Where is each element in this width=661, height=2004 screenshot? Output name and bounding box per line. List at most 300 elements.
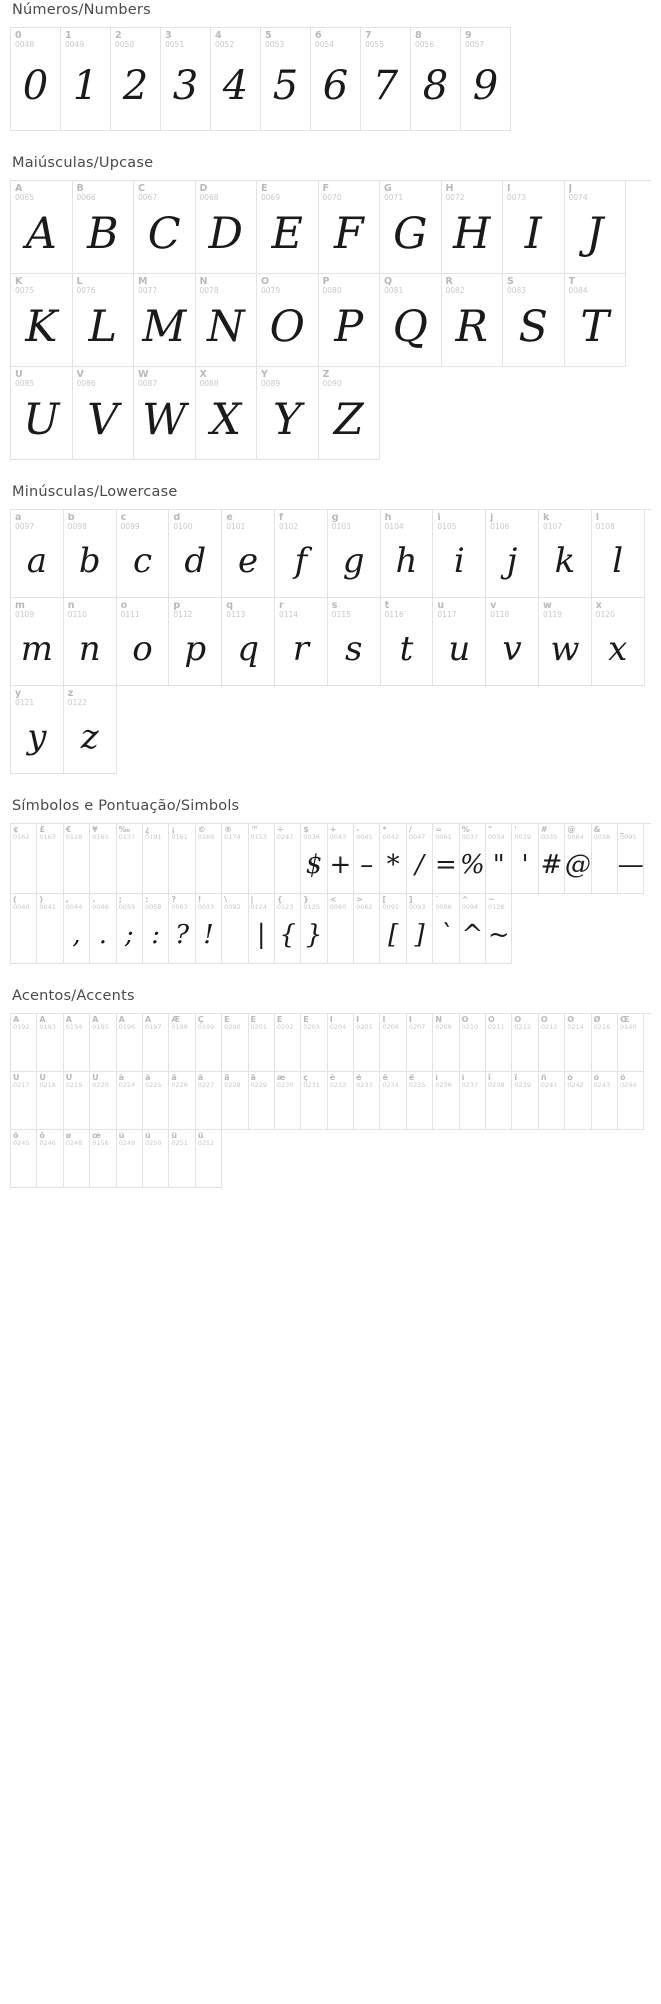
glyph-cell[interactable] xyxy=(407,894,433,964)
glyph-cell[interactable] xyxy=(486,1072,512,1130)
glyph-meta xyxy=(64,686,116,707)
glyph-meta xyxy=(311,28,360,49)
glyph-meta xyxy=(461,28,510,49)
glyph-cell[interactable] xyxy=(117,1130,143,1188)
glyph-charcode: 0067 xyxy=(138,193,158,202)
glyph-cell[interactable] xyxy=(169,1014,195,1072)
glyph-cell[interactable] xyxy=(433,598,486,686)
glyph-meta xyxy=(354,824,379,841)
glyph-meta xyxy=(381,510,433,531)
glyph-meta xyxy=(319,367,380,388)
glyph-cell[interactable] xyxy=(11,894,37,964)
glyph-meta xyxy=(275,894,300,911)
glyph-label: u xyxy=(437,601,445,611)
glyph-cell[interactable] xyxy=(196,894,222,964)
glyph-cell[interactable] xyxy=(196,1130,222,1188)
glyph-cell[interactable] xyxy=(592,598,645,686)
glyph-charcode: 0205 xyxy=(356,1024,373,1032)
glyph-cell[interactable] xyxy=(381,510,434,598)
glyph-label: Æ xyxy=(171,1016,181,1024)
glyph-cell[interactable] xyxy=(196,1072,222,1130)
glyph-cell[interactable] xyxy=(512,1014,538,1072)
glyph-label: á xyxy=(144,1074,151,1082)
glyph-label: i xyxy=(437,513,441,523)
glyph-meta xyxy=(143,1014,168,1031)
glyph-charcode: 0059 xyxy=(118,904,136,912)
glyph-cell[interactable] xyxy=(169,1072,195,1130)
glyph-cell[interactable] xyxy=(37,1130,63,1188)
glyph-cell[interactable] xyxy=(64,686,117,774)
glyph-cell[interactable] xyxy=(328,1072,354,1130)
glyph-cell[interactable] xyxy=(257,181,319,274)
glyph-meta xyxy=(460,1072,485,1089)
glyph-label: m xyxy=(15,601,25,611)
glyph-cell[interactable] xyxy=(565,1072,591,1130)
glyph-preview: r xyxy=(292,628,310,669)
glyph-meta xyxy=(249,824,274,841)
glyph-cell[interactable] xyxy=(460,1014,486,1072)
glyph-preview: . xyxy=(98,920,107,951)
glyph-cell[interactable] xyxy=(64,894,90,964)
glyph-cell[interactable] xyxy=(380,824,406,894)
glyph-preview: | xyxy=(256,920,266,951)
glyph-meta xyxy=(169,510,221,531)
glyph-preview xyxy=(117,1147,142,1187)
glyph-cell[interactable] xyxy=(134,181,196,274)
glyph-label: î xyxy=(488,1074,491,1082)
glyph-charcode: 0227 xyxy=(197,1082,215,1090)
glyph-cell[interactable] xyxy=(73,181,135,274)
glyph-meta xyxy=(169,1014,194,1031)
glyph-cell[interactable] xyxy=(592,510,645,598)
glyph-charcode: 0251 xyxy=(171,1140,188,1148)
glyph-cell[interactable] xyxy=(319,181,381,274)
glyph-charcode: 0082 xyxy=(445,286,465,295)
glyph-cell[interactable] xyxy=(354,1072,380,1130)
glyph-cell[interactable] xyxy=(64,598,117,686)
glyph-cell[interactable] xyxy=(134,274,196,367)
glyph-cell[interactable] xyxy=(354,894,380,964)
glyph-label: Ì xyxy=(329,1016,333,1024)
glyph-cell[interactable] xyxy=(275,894,301,964)
glyph-cell[interactable] xyxy=(301,824,327,894)
glyph-cell[interactable] xyxy=(117,824,143,894)
glyph-preview xyxy=(11,1031,36,1071)
glyph-meta xyxy=(196,1130,221,1147)
glyph-cell[interactable] xyxy=(222,598,275,686)
glyph-charcode: 0226 xyxy=(171,1082,188,1090)
glyph-meta xyxy=(433,598,485,619)
glyph-cell[interactable] xyxy=(301,1072,327,1130)
glyph-meta xyxy=(618,1014,643,1031)
glyph-preview: Q xyxy=(392,301,428,352)
glyph-cell[interactable] xyxy=(11,274,73,367)
glyph-cell[interactable] xyxy=(592,1072,618,1130)
glyph-preview xyxy=(64,1147,89,1187)
glyph-meta xyxy=(169,824,194,841)
glyph-cell[interactable] xyxy=(11,181,73,274)
glyph-cell[interactable] xyxy=(539,598,592,686)
glyph-preview: U xyxy=(23,394,60,445)
glyph-charcode: 0079 xyxy=(261,286,281,295)
glyph-cell[interactable] xyxy=(11,1014,37,1072)
glyph-charcode: 0203 xyxy=(303,1024,320,1032)
glyph-charcode: 0037 xyxy=(461,834,479,842)
section-title: Minúsculas/Lowercase xyxy=(12,484,178,500)
glyph-cell[interactable] xyxy=(319,367,381,460)
glyph-charcode: 0120 xyxy=(595,610,615,619)
glyph-cell[interactable] xyxy=(249,1014,275,1072)
glyph-preview: x xyxy=(608,628,628,669)
glyph-charcode: 0207 xyxy=(408,1024,426,1032)
glyph-cell[interactable] xyxy=(211,28,261,131)
glyph-cell[interactable] xyxy=(11,367,73,460)
glyph-cell[interactable] xyxy=(249,894,275,964)
glyph-cell[interactable] xyxy=(328,510,381,598)
glyph-cell[interactable] xyxy=(512,1072,538,1130)
glyph-label: Ï xyxy=(408,1016,412,1024)
glyph-cell[interactable] xyxy=(618,824,644,894)
glyph-cell[interactable] xyxy=(565,1014,591,1072)
glyph-meta xyxy=(301,1014,326,1031)
glyph-cell[interactable] xyxy=(442,181,504,274)
glyph-cell[interactable] xyxy=(90,894,116,964)
glyph-label: € xyxy=(65,826,72,834)
glyph-charcode: 0077 xyxy=(138,286,158,295)
glyph-cell[interactable] xyxy=(354,824,380,894)
glyph-label: Ó xyxy=(488,1016,495,1024)
glyph-preview: # xyxy=(540,850,563,881)
glyph-charcode: 0066 xyxy=(76,193,96,202)
glyph-cell[interactable] xyxy=(618,1014,644,1072)
glyph-cell[interactable] xyxy=(328,894,354,964)
glyph-meta xyxy=(380,824,405,841)
glyph-charcode: 0087 xyxy=(138,379,158,388)
glyph-cell[interactable] xyxy=(169,824,195,894)
glyph-label: 9 xyxy=(465,31,472,41)
glyph-charcode: 0125 xyxy=(303,904,320,912)
glyph-cell[interactable] xyxy=(486,824,512,894)
glyph-meta xyxy=(11,274,72,295)
glyph-cell[interactable] xyxy=(380,1072,406,1130)
glyph-meta xyxy=(134,181,195,202)
glyph-cell[interactable] xyxy=(222,510,275,598)
glyph-meta xyxy=(565,1014,590,1031)
glyph-cell[interactable] xyxy=(37,1014,63,1072)
glyph-cell[interactable] xyxy=(411,28,461,131)
glyph-cell[interactable] xyxy=(565,181,627,274)
glyph-label: ì xyxy=(435,1074,438,1082)
glyph-cell[interactable] xyxy=(592,1014,618,1072)
glyph-label: ó xyxy=(593,1074,600,1082)
glyph-cell[interactable] xyxy=(380,181,442,274)
glyph-preview: 0 xyxy=(22,63,49,110)
glyph-preview: ` xyxy=(439,920,453,951)
glyph-charcode: 0083 xyxy=(507,286,527,295)
glyph-meta xyxy=(328,894,353,911)
glyph-cell[interactable] xyxy=(257,367,319,460)
glyph-label: S xyxy=(507,277,514,287)
glyph-label: A xyxy=(15,184,23,194)
glyph-preview: S xyxy=(518,301,548,352)
glyph-cell[interactable] xyxy=(196,824,222,894)
glyph-preview xyxy=(117,841,142,893)
glyph-cell[interactable] xyxy=(90,1072,116,1130)
glyph-cell[interactable] xyxy=(503,274,565,367)
glyph-cell[interactable] xyxy=(442,274,504,367)
glyph-cell[interactable] xyxy=(407,824,433,894)
glyph-cell[interactable] xyxy=(261,28,311,131)
glyph-cell[interactable] xyxy=(64,510,117,598)
glyph-preview xyxy=(275,841,300,893)
glyph-cell[interactable] xyxy=(143,1014,169,1072)
glyph-cell[interactable] xyxy=(117,1072,143,1130)
glyph-cell[interactable] xyxy=(37,1072,63,1130)
glyph-cell[interactable] xyxy=(249,824,275,894)
glyph-cell[interactable] xyxy=(161,28,211,131)
glyph-preview: 9 xyxy=(472,63,499,110)
glyph-charcode: 0078 xyxy=(199,286,219,295)
glyph-cell[interactable] xyxy=(73,367,135,460)
glyph-cell[interactable] xyxy=(433,1072,459,1130)
glyph-cell[interactable] xyxy=(460,894,486,964)
glyph-cell[interactable] xyxy=(539,1072,565,1130)
glyph-preview xyxy=(37,911,62,963)
glyph-cell[interactable] xyxy=(407,1072,433,1130)
glyph-charcode: 0209 xyxy=(435,1024,452,1032)
glyph-meta xyxy=(407,894,432,911)
glyph-cell[interactable] xyxy=(169,598,222,686)
glyph-preview: { xyxy=(279,920,296,951)
glyph-label: Ç xyxy=(197,1016,204,1024)
glyph-meta xyxy=(11,824,36,841)
glyph-charcode: 0219 xyxy=(65,1082,83,1090)
glyph-label: y xyxy=(15,689,22,699)
glyph-cell[interactable] xyxy=(90,824,116,894)
glyph-cell[interactable] xyxy=(460,1072,486,1130)
glyph-charcode: 0233 xyxy=(356,1082,373,1090)
glyph-meta xyxy=(319,181,380,202)
glyph-charcode: 0194 xyxy=(65,1024,83,1032)
glyph-cell[interactable] xyxy=(275,824,301,894)
glyph-cell[interactable] xyxy=(592,824,618,894)
glyph-cell[interactable] xyxy=(311,28,361,131)
glyph-cell[interactable] xyxy=(64,1130,90,1188)
glyph-cell[interactable] xyxy=(196,367,258,460)
glyph-cell[interactable] xyxy=(11,824,37,894)
glyph-cell[interactable] xyxy=(90,1014,116,1072)
glyph-cell[interactable] xyxy=(486,598,539,686)
glyph-label: É xyxy=(250,1016,256,1024)
glyph-label: 2 xyxy=(115,31,122,41)
glyph-cell[interactable] xyxy=(380,894,406,964)
glyph-cell[interactable] xyxy=(539,510,592,598)
glyph-cell[interactable] xyxy=(565,824,591,894)
glyph-label: v xyxy=(490,601,497,611)
glyph-label: Ø xyxy=(593,1016,601,1024)
glyph-charcode: 0047 xyxy=(408,834,426,842)
glyph-cell[interactable] xyxy=(169,1130,195,1188)
glyph-cell[interactable] xyxy=(196,274,258,367)
glyph-preview xyxy=(169,1031,194,1071)
glyph-cell[interactable] xyxy=(486,510,539,598)
glyph-cell[interactable] xyxy=(319,274,381,367)
glyph-meta xyxy=(64,1072,89,1089)
glyph-preview: ; xyxy=(124,920,134,951)
glyph-label: r xyxy=(278,601,284,611)
glyph-cell[interactable] xyxy=(11,598,64,686)
glyph-preview: u xyxy=(448,628,471,669)
glyph-cell[interactable] xyxy=(301,1014,327,1072)
glyph-cell[interactable] xyxy=(134,367,196,460)
glyph-cell[interactable] xyxy=(196,1014,222,1072)
glyph-charcode: 0195 xyxy=(92,1024,109,1032)
glyph-cell[interactable] xyxy=(433,894,459,964)
glyph-preview: G xyxy=(393,208,428,259)
glyph-cell[interactable] xyxy=(433,824,459,894)
glyph-cell[interactable] xyxy=(169,510,222,598)
glyph-cell[interactable] xyxy=(117,510,170,598)
glyph-cell[interactable] xyxy=(37,894,63,964)
glyph-cell[interactable] xyxy=(328,1014,354,1072)
glyph-charcode: 0040 xyxy=(13,904,30,912)
glyph-cell[interactable] xyxy=(11,1130,37,1188)
glyph-cell[interactable] xyxy=(64,1072,90,1130)
glyph-cell[interactable] xyxy=(275,598,328,686)
glyph-label: z xyxy=(67,689,74,699)
glyph-label: Q xyxy=(384,277,393,287)
glyph-meta xyxy=(592,510,644,531)
glyph-meta xyxy=(319,274,380,295)
glyph-cell[interactable] xyxy=(117,1014,143,1072)
glyph-label: F xyxy=(322,184,329,194)
glyph-cell[interactable] xyxy=(222,1072,248,1130)
glyph-meta xyxy=(539,510,591,531)
glyph-meta xyxy=(407,1014,432,1031)
glyph-cell[interactable] xyxy=(222,824,248,894)
glyph-preview xyxy=(460,1089,485,1129)
glyph-cell[interactable] xyxy=(565,274,627,367)
glyph-cell[interactable] xyxy=(512,824,538,894)
glyph-preview xyxy=(143,841,168,893)
glyph-label: & xyxy=(593,826,601,834)
glyph-cell[interactable] xyxy=(64,1014,90,1072)
glyph-meta xyxy=(196,274,257,295)
glyph-cell[interactable] xyxy=(11,1072,37,1130)
glyph-cell[interactable] xyxy=(486,894,512,964)
glyph-cell[interactable] xyxy=(380,274,442,367)
glyph-label: W xyxy=(138,370,149,380)
glyph-cell[interactable] xyxy=(460,824,486,894)
glyph-meta xyxy=(275,598,327,619)
glyph-cell[interactable] xyxy=(222,1014,248,1072)
glyph-cell[interactable] xyxy=(222,894,248,964)
glyph-cell[interactable] xyxy=(328,598,381,686)
glyph-cell[interactable] xyxy=(37,824,63,894)
glyph-cell[interactable] xyxy=(486,1014,512,1072)
glyph-label: f xyxy=(278,513,284,523)
glyph-preview: [ xyxy=(388,920,399,951)
glyph-label: ô xyxy=(619,1074,626,1082)
sections-container xyxy=(10,0,651,1202)
glyph-cell[interactable] xyxy=(618,1072,644,1130)
glyph-cell[interactable] xyxy=(117,598,170,686)
glyph-cell[interactable] xyxy=(11,686,64,774)
glyph-cell[interactable] xyxy=(61,28,111,131)
glyph-cell[interactable] xyxy=(503,181,565,274)
glyph-charcode: 0118 xyxy=(490,610,510,619)
glyph-cell[interactable] xyxy=(73,274,135,367)
glyph-cell[interactable] xyxy=(257,274,319,367)
glyph-cell[interactable] xyxy=(169,894,195,964)
glyph-cell[interactable] xyxy=(143,1072,169,1130)
glyph-label: õ xyxy=(13,1132,19,1140)
glyph-cell[interactable] xyxy=(64,824,90,894)
glyph-cell[interactable] xyxy=(11,28,61,131)
glyph-cell[interactable] xyxy=(11,510,64,598)
glyph-cell[interactable] xyxy=(461,28,511,131)
glyph-meta xyxy=(486,894,511,911)
glyph-preview: g xyxy=(342,540,365,581)
glyph-cell[interactable] xyxy=(275,510,328,598)
glyph-cell[interactable] xyxy=(111,28,161,131)
glyph-cell[interactable] xyxy=(275,1072,301,1130)
glyph-cell[interactable] xyxy=(143,824,169,894)
glyph-grid xyxy=(10,823,651,964)
glyph-meta xyxy=(169,894,194,911)
glyph-charcode: 0068 xyxy=(199,193,219,202)
glyph-meta xyxy=(592,598,644,619)
glyph-cell[interactable] xyxy=(328,824,354,894)
glyph-cell[interactable] xyxy=(361,28,411,131)
glyph-label: ) xyxy=(39,896,44,904)
glyph-cell[interactable] xyxy=(433,510,486,598)
glyph-charcode: 0092 xyxy=(224,904,241,912)
glyph-meta xyxy=(222,1014,247,1031)
glyph-label: ! xyxy=(197,896,202,904)
glyph-cell[interactable] xyxy=(117,894,143,964)
glyph-cell[interactable] xyxy=(301,894,327,964)
glyph-charcode: 0064 xyxy=(567,834,584,842)
glyph-label: - xyxy=(356,826,360,834)
glyph-cell[interactable] xyxy=(407,1014,433,1072)
glyph-cell[interactable] xyxy=(90,1130,116,1188)
glyph-cell[interactable] xyxy=(381,598,434,686)
glyph-charcode: 0110 xyxy=(67,610,87,619)
glyph-charcode: 0122 xyxy=(67,698,87,707)
glyph-cell[interactable] xyxy=(249,1072,275,1130)
glyph-cell[interactable] xyxy=(433,1014,459,1072)
glyph-meta xyxy=(117,1130,142,1147)
glyph-cell[interactable] xyxy=(539,824,565,894)
glyph-cell[interactable] xyxy=(539,1014,565,1072)
glyph-cell[interactable] xyxy=(275,1014,301,1072)
glyph-meta xyxy=(565,274,626,295)
glyph-label: Ù xyxy=(13,1074,20,1082)
glyph-meta xyxy=(380,1014,405,1031)
glyph-label: s xyxy=(331,601,338,611)
glyph-cell[interactable] xyxy=(380,1014,406,1072)
glyph-cell[interactable] xyxy=(354,1014,380,1072)
glyph-cell[interactable] xyxy=(143,1130,169,1188)
glyph-label: j xyxy=(490,513,494,523)
glyph-preview xyxy=(433,1089,458,1129)
glyph-label: . xyxy=(92,896,96,904)
glyph-meta xyxy=(11,598,63,619)
glyph-cell[interactable] xyxy=(196,181,258,274)
glyph-cell[interactable] xyxy=(143,894,169,964)
glyph-meta xyxy=(618,1072,643,1089)
